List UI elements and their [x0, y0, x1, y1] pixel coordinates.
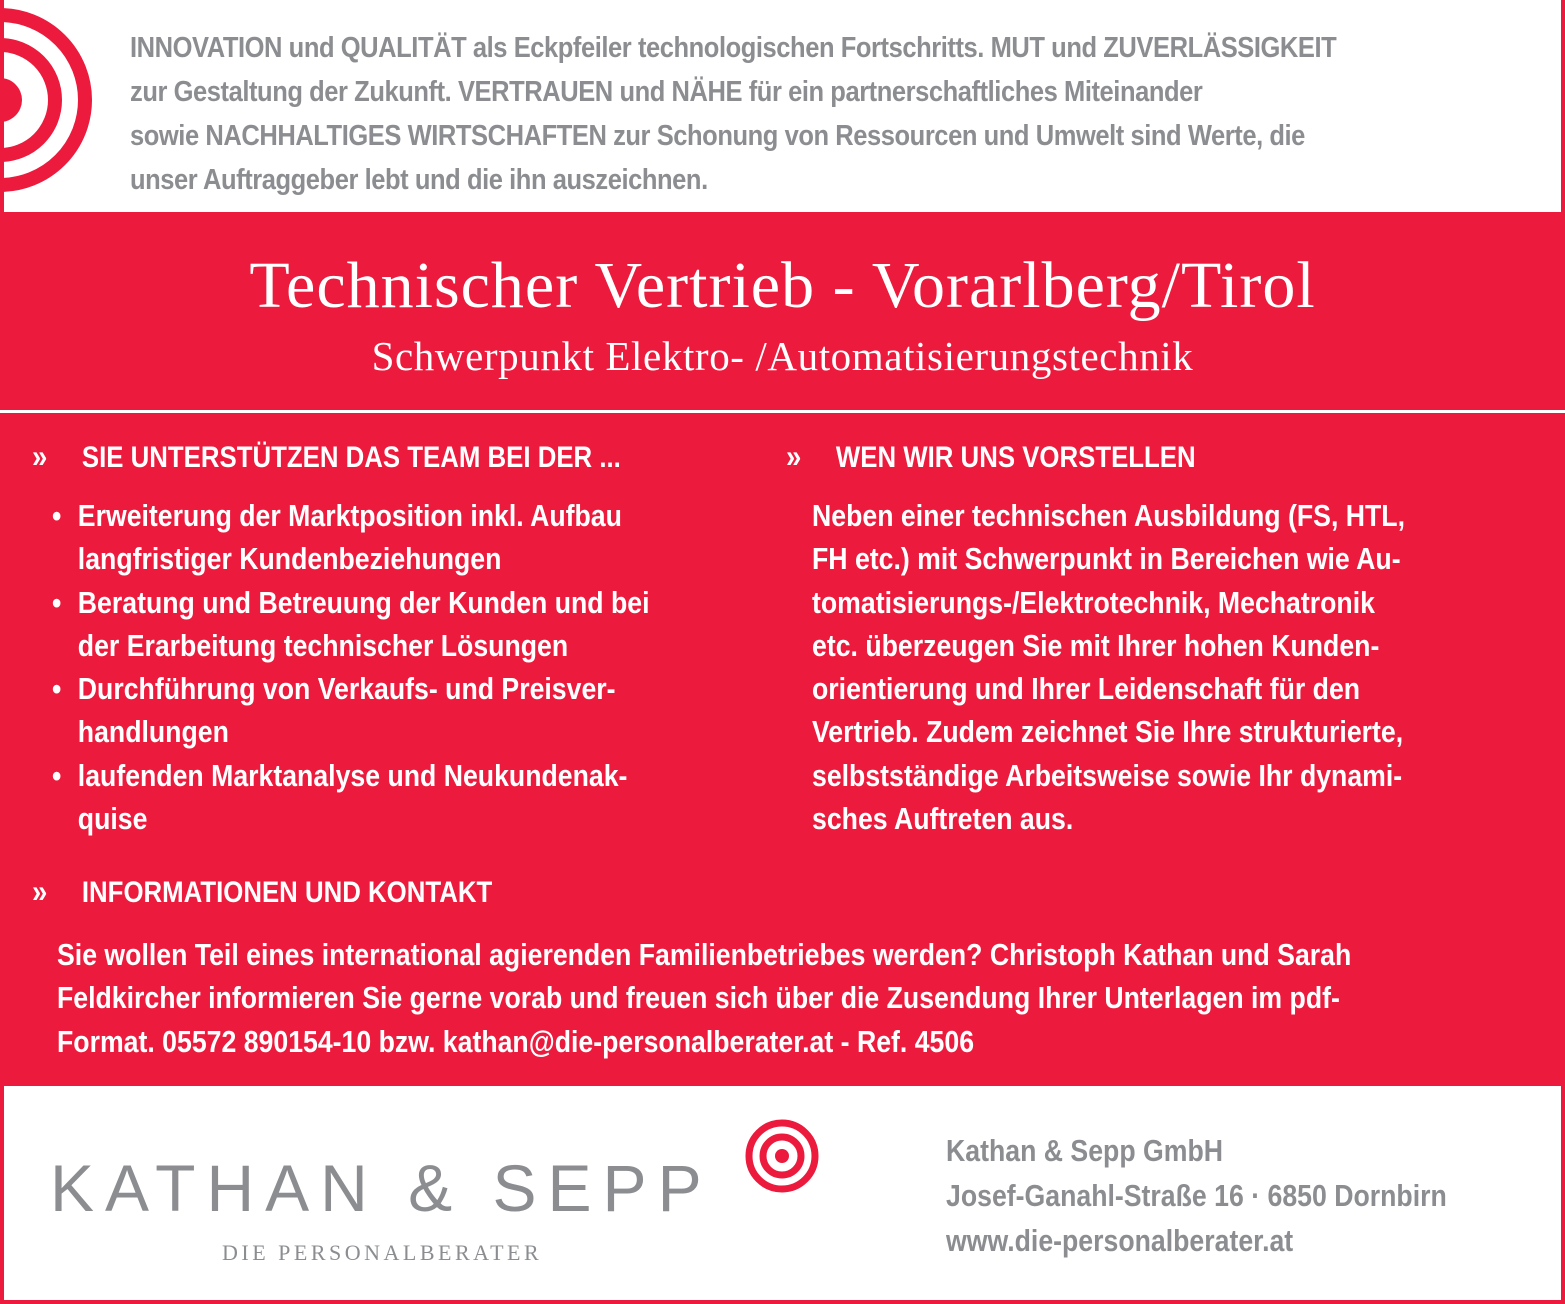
intro-line: sowie NACHHALTIGES WIRTSCHAFTEN zur Schonung von Ressourcen und Umwelt sind Werte, die [130, 120, 1305, 152]
intro-line: zur Gestaltung der Zukunft. VERTRAUEN und NÄHE für ein partnerschaftliches Miteinander [130, 76, 1203, 108]
contact-line: Sie wollen Teil eines international agierenden Familienbetriebes werden? Christoph Kathan und Sarah [57, 937, 1352, 972]
intro-line: unser Auftraggeber lebt und die ihn auszeichnen. [130, 164, 708, 196]
list-item [52, 754, 649, 841]
profile-heading-label: WEN WIR UNS VORSTELLEN [835, 441, 1196, 474]
job-subtitle: Schwerpunkt Elektro- /Automatisierungstechnik [371, 333, 1194, 379]
list-item-line: Durchführung von Verkaufs- und Preisver- [77, 671, 616, 707]
profile-line: selbstständige Arbeitsweise sowie Ihr dynami- [812, 757, 1403, 793]
intro-box [4, 0, 1561, 212]
contact-heading-label: INFORMATIONEN UND KONTAKT [81, 876, 493, 909]
tasks-list [52, 494, 649, 840]
list-item-line: quise [77, 801, 148, 837]
profile-line: Neben einer technischen Ausbildung (FS, HTL, [812, 498, 1405, 533]
list-item-line: Beratung und Betreuung der Kunden und bei [77, 584, 650, 620]
profile-line: FH etc.) mit Schwerpunkt in Bereichen wie Au- [812, 541, 1401, 577]
profile-line: orientierung und Ihrer Leidenschaft für den [812, 671, 1361, 707]
contact-line: Feldkircher informieren Sie gerne vorab und freuen sich über die Zusendung Ihrer Unterlagen im pdf- [57, 980, 1340, 1016]
list-item-line: Erweiterung der Marktposition inkl. Aufbau [77, 498, 622, 533]
bullet-icon: • [52, 671, 62, 707]
intro-line: INNOVATION und QUALITÄT als Eckpfeiler technologischen Fortschritts. MUT und ZUVERLÄSSIGKEIT [130, 32, 1337, 64]
list-item-line: langfristiger Kundenbeziehungen [77, 541, 502, 577]
company-logo-wordmark: KATHAN & SEPP [50, 1151, 713, 1225]
contact-heading [32, 873, 492, 911]
profile-line: sches Auftreten aus. [812, 801, 1074, 837]
chevron-icon: » [32, 873, 48, 909]
contact-text [57, 933, 1351, 1063]
company-address: Josef-Ganahl-Straße 16 · 6850 Dornbirn [946, 1178, 1447, 1213]
list-item-line: der Erarbeitung technischer Lösungen [77, 627, 569, 663]
company-name: Kathan & Sepp GmbH [946, 1133, 1224, 1168]
divider [0, 410, 1565, 413]
bullet-icon: • [52, 498, 62, 533]
list-item-line: laufenden Marktanalyse und Neukundenak- [77, 757, 628, 793]
company-website[interactable]: www.die-personalberater.at [946, 1223, 1294, 1258]
profile-heading [786, 438, 1196, 476]
target-icon [4, 0, 100, 212]
profile-line: etc. überzeugen Sie mit Ihrer hohen Kunden- [812, 627, 1380, 663]
bullet-icon: • [52, 584, 62, 620]
contact-line: Format. 05572 890154-10 bzw. kathan@die-personalberater.at - Ref. 4506 [57, 1023, 975, 1059]
list-item-line: handlungen [77, 714, 229, 750]
profile-line: Vertrieb. Zudem zeichnet Sie Ihre strukturierte, [812, 714, 1404, 750]
profile-line: tomatisierungs-/Elektrotechnik, Mechatronik [812, 584, 1375, 620]
chevron-icon: » [786, 438, 802, 474]
list-item [52, 581, 649, 668]
job-title: Technischer Vertrieb - Vorarlberg/Tirol [249, 249, 1316, 322]
tasks-heading [32, 438, 621, 476]
chevron-icon: » [32, 438, 48, 474]
profile-text [812, 494, 1405, 840]
company-logo-tagline: DIE PERSONALBERATER [222, 1240, 543, 1265]
list-item [52, 494, 649, 581]
logo-target-icon [742, 1116, 822, 1196]
list-item [52, 667, 649, 754]
tasks-heading-label: SIE UNTERSTÜTZEN DAS TEAM BEI DER ... [81, 441, 621, 474]
bullet-icon: • [52, 757, 62, 793]
intro-text [130, 26, 1380, 202]
company-info [946, 1128, 1447, 1263]
